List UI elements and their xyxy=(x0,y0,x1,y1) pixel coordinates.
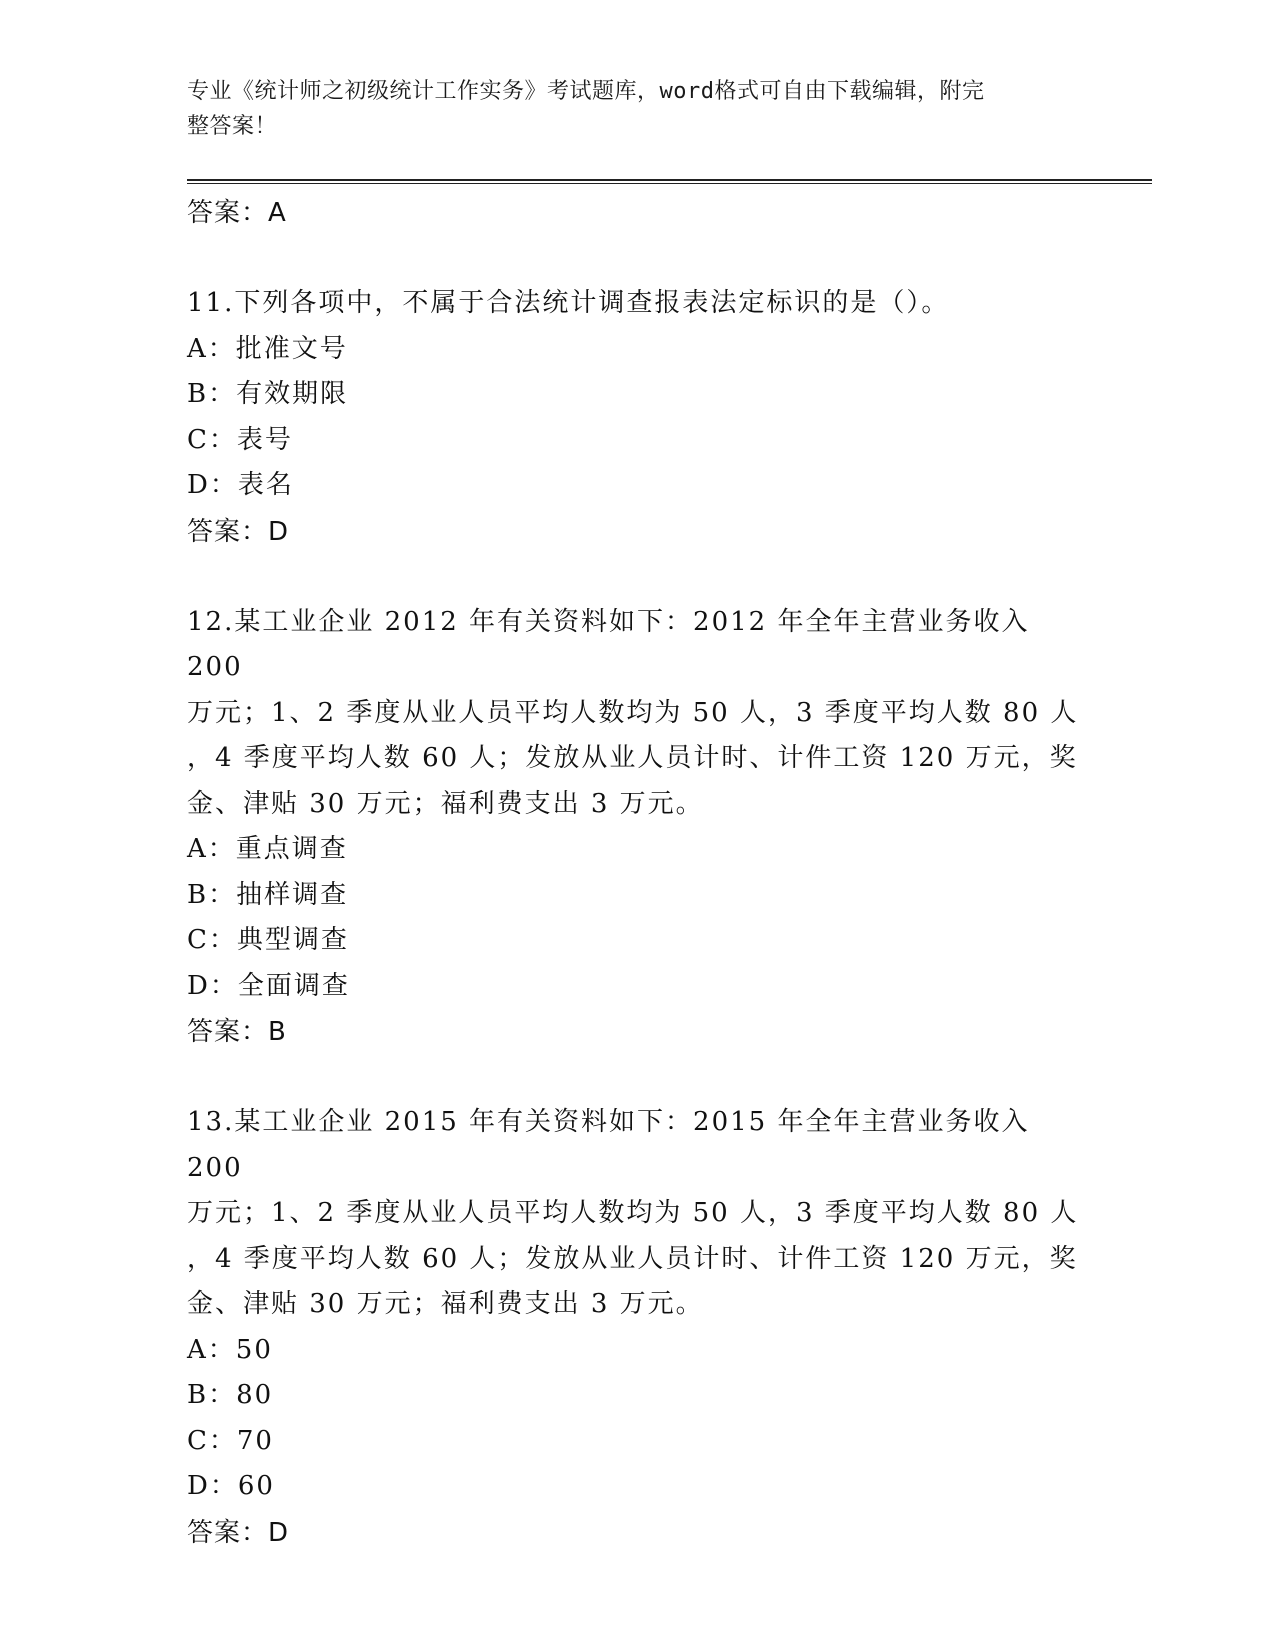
answer-line: 答案：D xyxy=(187,516,290,547)
option-a: A：批准文号 xyxy=(187,333,348,364)
block-spacer xyxy=(187,1055,1087,1100)
answer-line: 答案：D xyxy=(187,1517,290,1548)
answer-line: 答案：B xyxy=(187,1017,287,1047)
option-d: D：60 xyxy=(187,1471,275,1501)
header-line-1: 专业《统计师之初级统计工作实务》考试题库，word格式可自由下载编辑，附完 xyxy=(187,79,985,104)
question-text-line: 万元；1、2 季度从业人员平均人数均为 50 人，3 季度平均人数 80 人 xyxy=(187,697,1079,728)
option-b: B：抽样调查 xyxy=(187,879,349,910)
question-text-line: 13.某工业企业 2015 年有关资料如下：2015 年全年主营业务收入 200 xyxy=(187,1107,1030,1183)
question-text-line: 金、津贴 30 万元；福利费支出 3 万元。 xyxy=(187,788,704,819)
option-d: D：全面调查 xyxy=(187,970,350,1001)
option-c: C：70 xyxy=(187,1425,274,1456)
question-text-line: 金、津贴 30 万元；福利费支出 3 万元。 xyxy=(187,1289,704,1319)
option-c: C：典型调查 xyxy=(187,925,349,955)
question-12 xyxy=(187,600,1087,1056)
option-a: A：50 xyxy=(187,1334,273,1365)
block-spacer xyxy=(187,236,1087,281)
answer-line: 答案：A xyxy=(187,198,287,228)
question-text: 11.下列各项中，不属于合法统计调查报表法定标识的是（）。 xyxy=(187,288,950,318)
option-b: B：有效期限 xyxy=(187,379,349,409)
option-a: A：重点调查 xyxy=(187,834,348,864)
question-13 xyxy=(187,1100,1087,1556)
question-text-line: 万元；1、2 季度从业人员平均人数均为 50 人，3 季度平均人数 80 人 xyxy=(187,1198,1079,1228)
question-11 xyxy=(187,281,1087,555)
option-c: C：表号 xyxy=(187,424,293,455)
option-b: B：80 xyxy=(187,1380,274,1410)
question-text-line: 12.某工业企业 2012 年有关资料如下：2012 年全年主营业务收入 200 xyxy=(187,606,1030,682)
option-d: D：表名 xyxy=(187,470,294,500)
header-rule-thin xyxy=(187,183,1152,184)
question-text-line: ，4 季度平均人数 60 人；发放从业人员计时、计件工资 120 万元，奖 xyxy=(187,1243,1078,1274)
header-line-2: 整答案！ xyxy=(187,114,278,139)
question-content xyxy=(187,190,1087,1556)
document-header xyxy=(187,74,1067,144)
block-spacer xyxy=(187,555,1087,600)
header-rule-thick xyxy=(187,179,1152,181)
question-text-line: ，4 季度平均人数 60 人；发放从业人员计时、计件工资 120 万元，奖 xyxy=(187,743,1078,773)
